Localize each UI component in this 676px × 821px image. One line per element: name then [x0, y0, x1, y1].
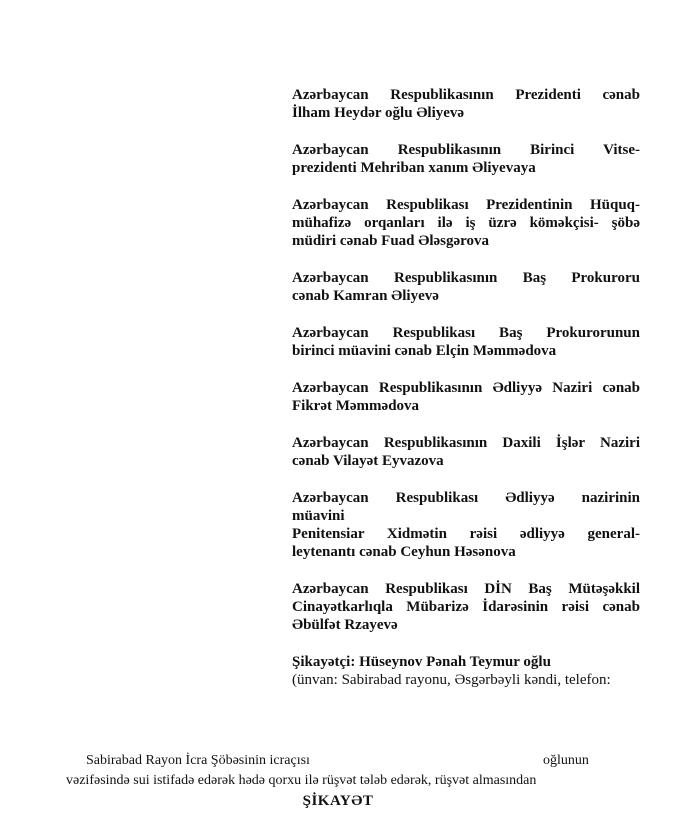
complainant-address: (ünvan: Sabirabad rayonu, Əsgərbəyli kəndi, telefon: — [292, 672, 611, 688]
addressee-deputy-justice-minister — [292, 489, 640, 561]
addressee-line: mühafizə orqanları ilə iş üzrə köməkçisi- şöbə — [292, 215, 640, 231]
addressee-line: Azərbaycan Respublikası Baş Prokurorunun — [292, 325, 640, 341]
subject-line-1-left: Sabirabad Rayon İcra Şöbəsinin icraçısı — [86, 753, 310, 768]
addressee-line: Azərbaycan Respublikasının Baş Prokuroru — [292, 270, 640, 286]
document-title: ŞİKAYƏT — [302, 793, 374, 809]
addressee-line: İlham Heydər oğlu Əliyevə — [292, 105, 465, 121]
complainant-name: Şikayətçi: Hüseynov Pənah Teymur oğlu — [292, 654, 551, 670]
subject-line-1 — [86, 752, 626, 770]
addressee-line: müavini — [292, 508, 345, 524]
addressee-line: Fikrət Məmmədova — [292, 398, 420, 414]
addressee-line: cənab Vilayət Eyvazova — [292, 453, 444, 469]
addressee-line: Azərbaycan Respublikası DİN Baş Mütəşəkkil — [292, 581, 640, 597]
addressee-line: müdiri cənab Fuad Ələsgərova — [292, 233, 490, 249]
addressee-line: leytenantı cənab Ceyhun Həsənova — [292, 544, 516, 560]
addressee-line: Azərbaycan Respublikasının Daxili İşlər Naziri — [292, 435, 640, 451]
addressee-line: Azərbaycan Respublikasının Ədliyyə Naziri cənab — [292, 380, 640, 396]
addressee-justice-minister — [292, 379, 640, 415]
subject-line-1-right: oğlunun — [543, 753, 589, 768]
addressee-interior-minister — [292, 434, 640, 470]
addressee-presidential-assistant — [292, 196, 640, 250]
subject-block — [66, 752, 626, 809]
addressee-block — [292, 86, 640, 689]
addressee-line: prezidenti Mehriban xanım Əliyevaya — [292, 160, 536, 176]
addressee-line: birinci müavini cənab Elçin Məmmədova — [292, 343, 557, 359]
addressee-line: Azərbaycan Respublikası Prezidentinin Hüquq- — [292, 197, 640, 213]
addressee-organized-crime-head — [292, 580, 640, 634]
addressee-line: Cinayətkarlıqla Mübarizə İdarəsinin rəisi cənab — [292, 599, 640, 615]
addressee-line: Azərbaycan Respublikasının Prezidenti cənab — [292, 87, 640, 103]
addressee-first-vice-president — [292, 141, 640, 177]
addressee-line: Əbülfət Rzayevə — [292, 617, 398, 633]
addressee-line: cənab Kamran Əliyevə — [292, 288, 439, 304]
subject-line-2: vəzifəsində sui istifadə edərək hədə qorxu ilə rüşvət tələb edərək, rüşvət almasından — [66, 773, 537, 788]
addressee-prosecutor-general — [292, 269, 640, 305]
addressee-president — [292, 86, 640, 122]
addressee-first-deputy-prosecutor — [292, 324, 640, 360]
addressee-line: Azərbaycan Respublikasının Birinci Vitse- — [292, 142, 640, 158]
addressee-line: Penitensiar Xidmətin rəisi ədliyyə general- — [292, 526, 640, 542]
addressee-line: Azərbaycan Respublikası Ədliyyə nazirinin — [292, 490, 640, 506]
